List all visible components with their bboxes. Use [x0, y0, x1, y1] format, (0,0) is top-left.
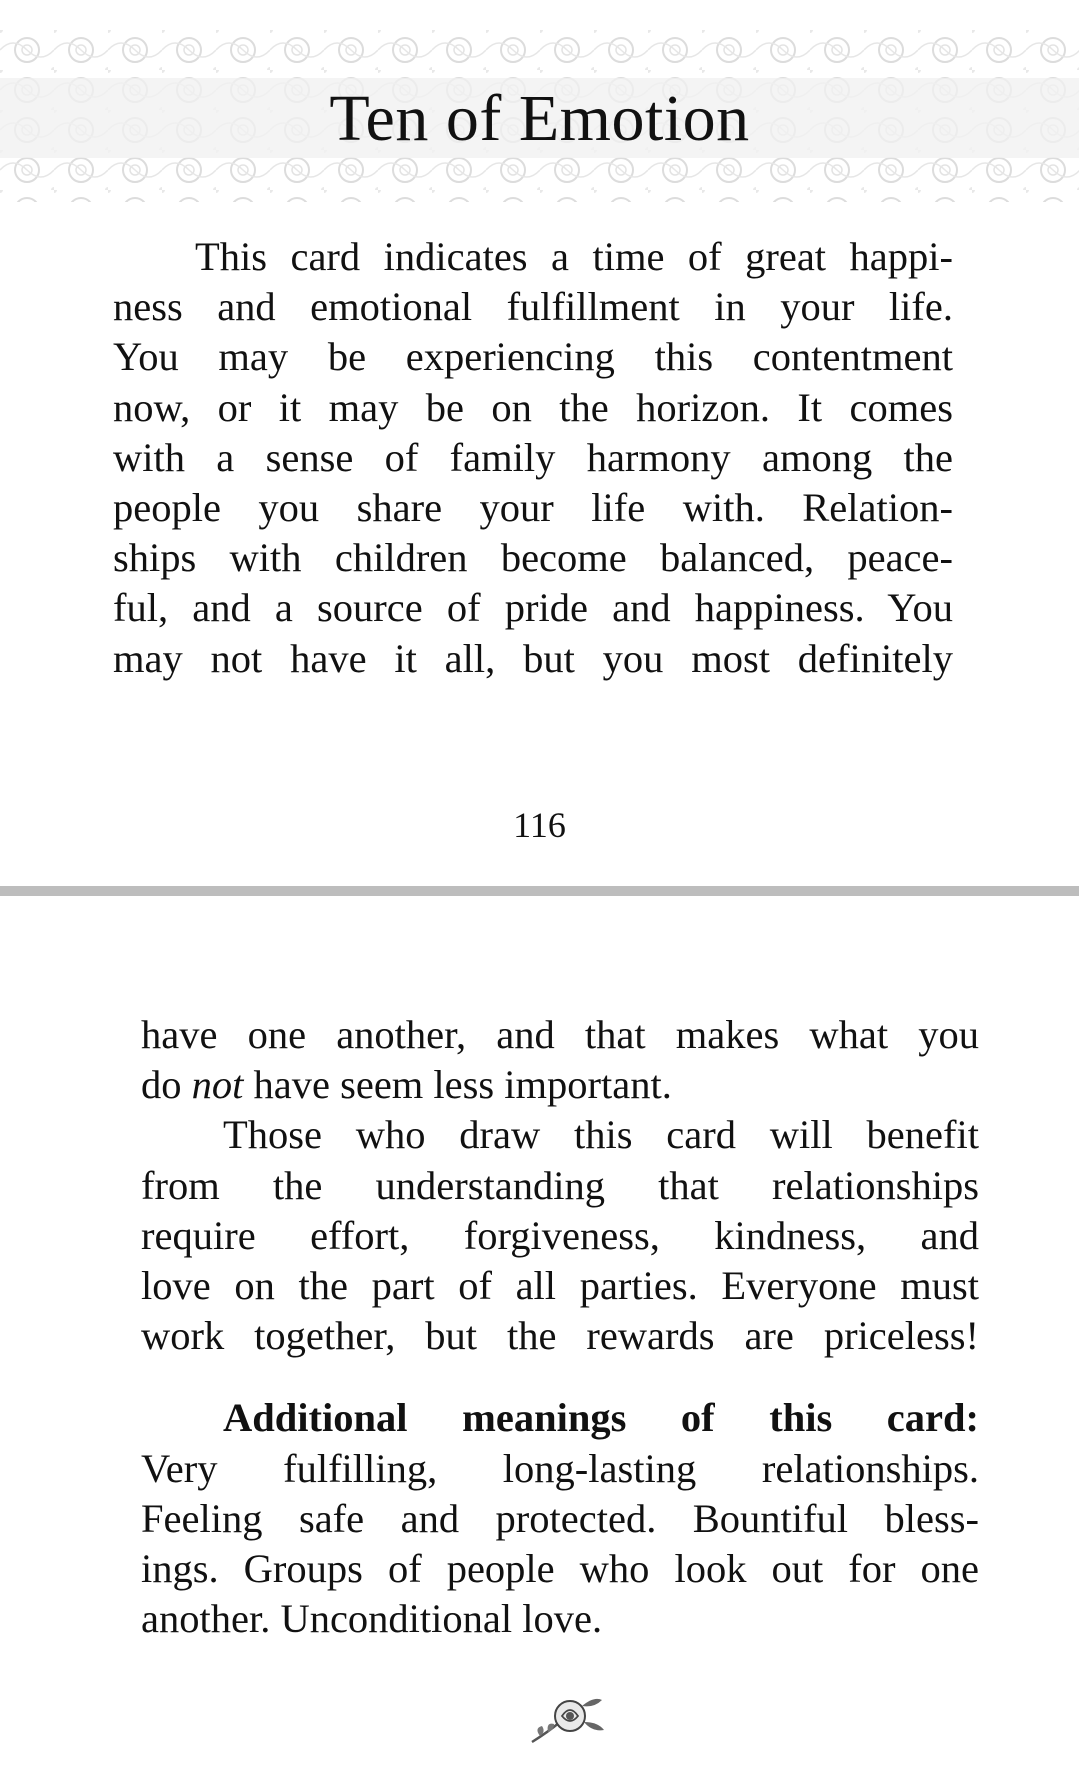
body-text [141, 1010, 979, 1644]
text-line: ful, and a source of pride and happiness. You [113, 585, 953, 631]
text-line: You may be experiencing this contentment [113, 334, 953, 380]
text-line: with a sense of family harmony among the [113, 434, 953, 480]
chapter-title: Ten of Emotion [329, 82, 750, 155]
text-line: Very fulfilling, long-lasting relationships. [141, 1445, 979, 1491]
text-line: from the understanding that relationships [141, 1162, 979, 1208]
text-line: require effort, forgiveness, kindness, and [141, 1212, 979, 1258]
paragraph-gap [141, 1361, 979, 1393]
text-fragment: have seem less important. [253, 1062, 672, 1108]
text-line: have one another, and that makes what you [141, 1012, 979, 1057]
text-line: another. Unconditional love. [141, 1596, 603, 1642]
additional-meanings-heading: Additional meanings of this card: [223, 1395, 979, 1441]
text-line: ness and emotional fulfillment in your life. [113, 284, 953, 330]
text-line: may not have it all, but you most definitely [113, 635, 953, 681]
rose-ornament-icon [526, 1692, 608, 1748]
text-line: Feeling safe and protected. Bountiful bless- [141, 1495, 979, 1541]
text-line: This card indicates a time of great happi- [195, 234, 953, 279]
text-line: work together, but the rewards are priceless! [141, 1313, 979, 1359]
text-fragment: do [141, 1062, 182, 1108]
text-line: people you share your life with. Relation- [113, 484, 953, 530]
text-line: ings. Groups of people who look out for one [141, 1545, 979, 1591]
text-line: ships with children become balanced, peace- [113, 535, 953, 581]
emphasized-word: not [191, 1062, 244, 1108]
body-paragraph [113, 232, 953, 684]
page-number: 116 [513, 805, 566, 845]
text-line-with-emphasis [141, 1060, 979, 1110]
page-116 [0, 0, 1079, 886]
text-line: Those who draw this card will benefit [223, 1112, 979, 1158]
text-line: now, or it may be on the horizon. It comes [113, 384, 953, 430]
text-line: love on the part of all parties. Everyone must [141, 1262, 979, 1308]
page-divider [0, 886, 1079, 896]
page-117 [0, 896, 1079, 1776]
